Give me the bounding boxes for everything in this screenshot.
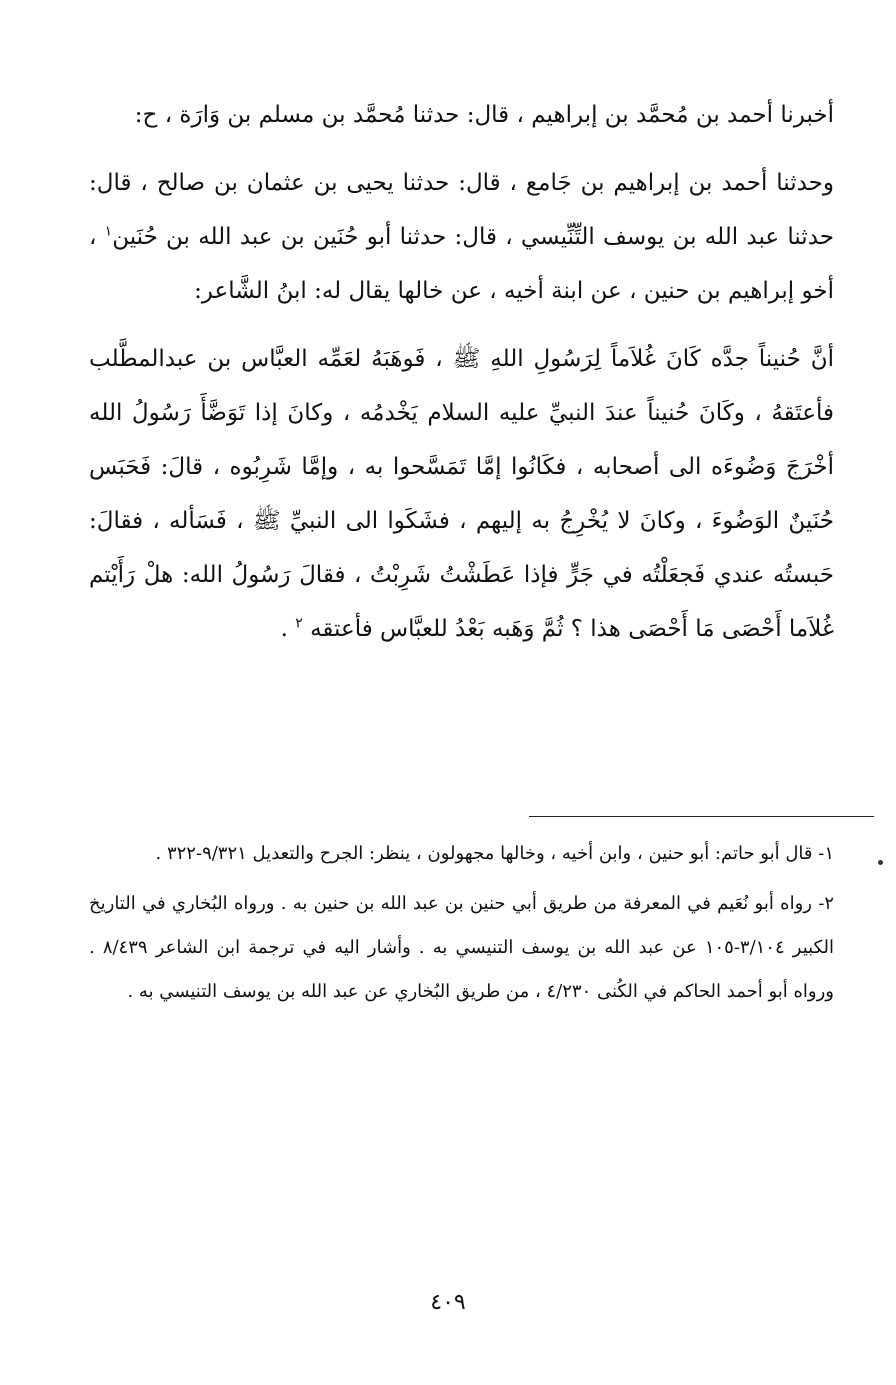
paragraph-2	[89, 156, 834, 318]
margin-dot	[878, 860, 883, 865]
paragraph-1-text: أخبرنا أحمد بن مُحمَّد بن إبراهيم ، قال: حدثنا مُحمَّد بن مسلم بن وَارَة ، ح:	[134, 102, 834, 128]
footnote-ref-1[interactable]: ١	[104, 223, 113, 240]
paragraph-3-tail: .	[280, 616, 296, 642]
paragraph-3	[89, 332, 834, 656]
footnote-2: ٢- رواه أبو نُعَيم في المعرفة من طريق أبي حنين بن عبد الله بن حنين به . ورواه البُخاري في التاريخ الكبير ٣/١٠٤-١٠٥ عن عبد الله بن يوسف التنيسي به . وأشار اليه في ترجمة ابن الشاعر ٨/٤٣٩ . ورواه أبو أحمد الحاكم في الكُنى ٤/٢٣٠ ، من طريق البُخاري عن عبد الله بن يوسف التنيسي به .	[89, 893, 834, 1002]
main-text	[89, 88, 834, 670]
footnote-ref-2[interactable]: ٢	[295, 615, 303, 632]
paragraph-2-tail: ، أخو إبراهيم بن حنين ، عن ابنة أخيه ، عن خالها يقال له: ابنُ الشَّاعر:	[89, 224, 834, 304]
paragraph-1	[89, 88, 834, 142]
footnote-divider	[529, 816, 874, 817]
footnotes	[89, 832, 834, 1020]
page-number: ٤٠٩	[430, 1290, 466, 1315]
footnote-1: ١- قال أبو حاتم: أبو حنين ، وابن أخيه ، وخالها مجهولون ، ينظر: الجرح والتعديل ٩/٣٢١-٣٢٢ .	[155, 843, 834, 864]
paragraph-2-text: وحدثنا أحمد بن إبراهيم بن جَامع ، قال: حدثنا يحيى بن عثمان بن صالح ، قال: حدثنا عبد الله بن يوسف التِّنِّيسي ، قال: حدثنا أبو حُنَين بن عبد الله بن حُنَين	[89, 170, 834, 250]
paragraph-3-text: أنَّ حُنيناً جدَّه كَانَ غُلاَماً لِرَسُولِ اللهِ ﷺ ، فَوهَبَهُ لعَمِّه العبَّاس بن عبدالمطَّلب فأعتَقهُ ، وكَانَ حُنيناً عندَ النبيِّ عليه السلام يَخْدمُه ، وكانَ إذا تَوَضَّأَ رَسُولُ الله أخْرَجَ وَضُوءَه الى أصحابه ، فكَانُوا إمَّا تَمَسَّحوا به ، وإمَّا شَرِبُوه ، قالَ: فَحَبَس حُنَينٌ الوَضُوءَ ، وكانَ لا يُخْرِجُ به إليهم ، فشَكَوا الى النبيِّ ﷺ ، فَسَأله ، فقالَ: حَبستُه عندي فَجعَلْتُه في جَرٍّ فإذا عَطَشْتُ شَرِبْتُ ، فقالَ رَسُولُ الله: هلْ رَأَيْتم غُلاَما أَحْصَى مَا أَحْصَى هذا ؟ ثُمَّ وَهَبه بَعْدُ للعبَّاس فأعتقه	[89, 346, 834, 642]
